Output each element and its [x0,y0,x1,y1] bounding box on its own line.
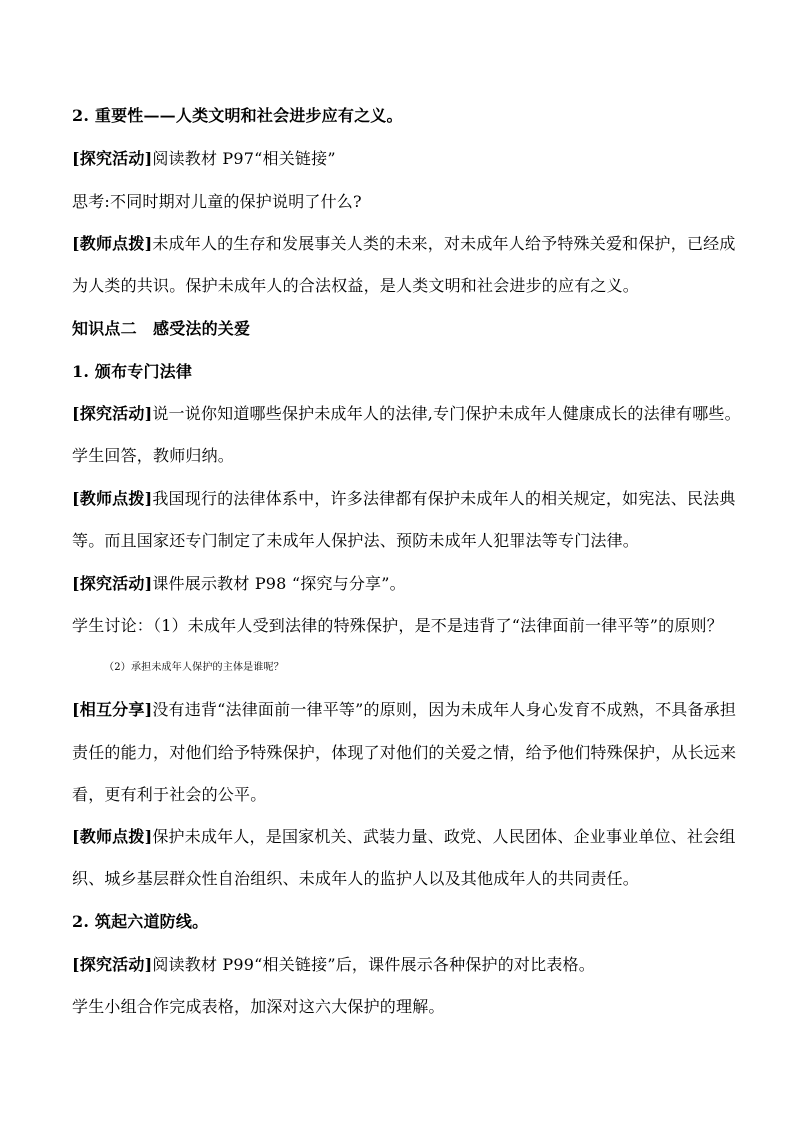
paragraph-line [72,275,732,297]
share-tag: [相互分享] [72,700,153,719]
line-text: 我国现行的法律体系中，许多法律都有保护未成年人的相关规定，如宪法、民法典 [152,489,736,508]
heading-special-laws [72,361,732,383]
line-text: 为人类的共识。保护未成年人的合法权益，是人类文明和社会进步的应有之义。 [72,276,640,295]
line-text: 2. 筑起六道防线。 [72,912,209,931]
paragraph-line [72,148,732,170]
line-text: 没有违背“法律面前一律平等”的原则，因为未成年人身心发育不成熟，不具备承担 [152,700,737,719]
paragraph-line [72,445,732,467]
line-text: 阅读教材 P97“相关链接” [152,149,336,168]
activity-tag: [探究活动] [72,955,153,974]
paragraph-line [72,573,732,595]
line-text: 阅读教材 P99“相关链接”后，课件展示各种保护的对比表格。 [152,955,595,974]
line-text: 责任的能力，对他们给予特殊保护，体现了对他们的关爱之情，给予他们特殊保护，从长远来 [72,743,737,762]
heading-knowledge-point-2 [72,318,732,340]
paragraph-line [72,996,732,1018]
activity-tag: [探究活动] [72,149,153,168]
line-text: 说一说你知道哪些保护未成年人的法律,专门保护未成年人健康成长的法律有哪些。 [152,404,741,423]
paragraph-line [72,233,736,255]
heading-importance [72,105,732,127]
line-text: 看，更有利于社会的公平。 [72,785,267,804]
paragraph-line [72,488,736,510]
line-text: 1. 颁布专门法律 [72,362,193,381]
paragraph-line [72,699,737,721]
teacher-tip-tag: [教师点拨] [72,489,153,508]
line-text: 思考:不同时期对儿童的保护说明了什么? [72,192,362,211]
teacher-tip-tag: [教师点拨] [72,827,153,846]
activity-tag: [探究活动] [72,574,153,593]
line-text: 等。而且国家还专门制定了未成年人保护法、预防未成年人犯罪法等专门法律。 [72,531,640,550]
paragraph-line [72,826,736,848]
line-text: （2）承担未成年人保护的主体是谁呢？ [104,662,284,673]
line-text: 知识点二 感受法的关爱 [72,319,251,338]
line-text: 未成年人的生存和发展事关人类的未来，对未成年人给予特殊关爱和保护，已经成 [152,234,736,253]
line-text: 保护未成年人，是国家机关、武装力量、政党、人民团体、企业事业单位、社会组 [152,827,736,846]
paragraph-line [72,530,732,552]
paragraph-line [72,954,732,976]
paragraph-line [72,191,732,213]
paragraph-line [72,868,732,890]
line-text: 课件展示教材 P98 “探究与分享”。 [152,574,406,593]
paragraph-line [72,403,741,425]
teacher-tip-tag: [教师点拨] [72,234,153,253]
line-text: 织、城乡基层群众性自治组织、未成年人的监护人以及其他成年人的共同责任。 [72,869,640,888]
line-text: 2. 重要性——人类文明和社会进步应有之义。 [72,106,403,125]
activity-tag: [探究活动] [72,404,153,423]
paragraph-line [72,742,737,764]
paragraph-line [72,784,732,806]
paragraph-line-indented [104,657,764,679]
line-text: 学生回答，教师归纳。 [72,446,235,465]
line-text: 学生讨论：（1）未成年人受到法律的特殊保护，是不是违背了“法律面前一律平等”的原则？ [72,616,723,635]
heading-six-defenses [72,911,732,933]
line-text: 学生小组合作完成表格，加深对这六大保护的理解。 [72,997,445,1016]
paragraph-line [72,615,732,637]
